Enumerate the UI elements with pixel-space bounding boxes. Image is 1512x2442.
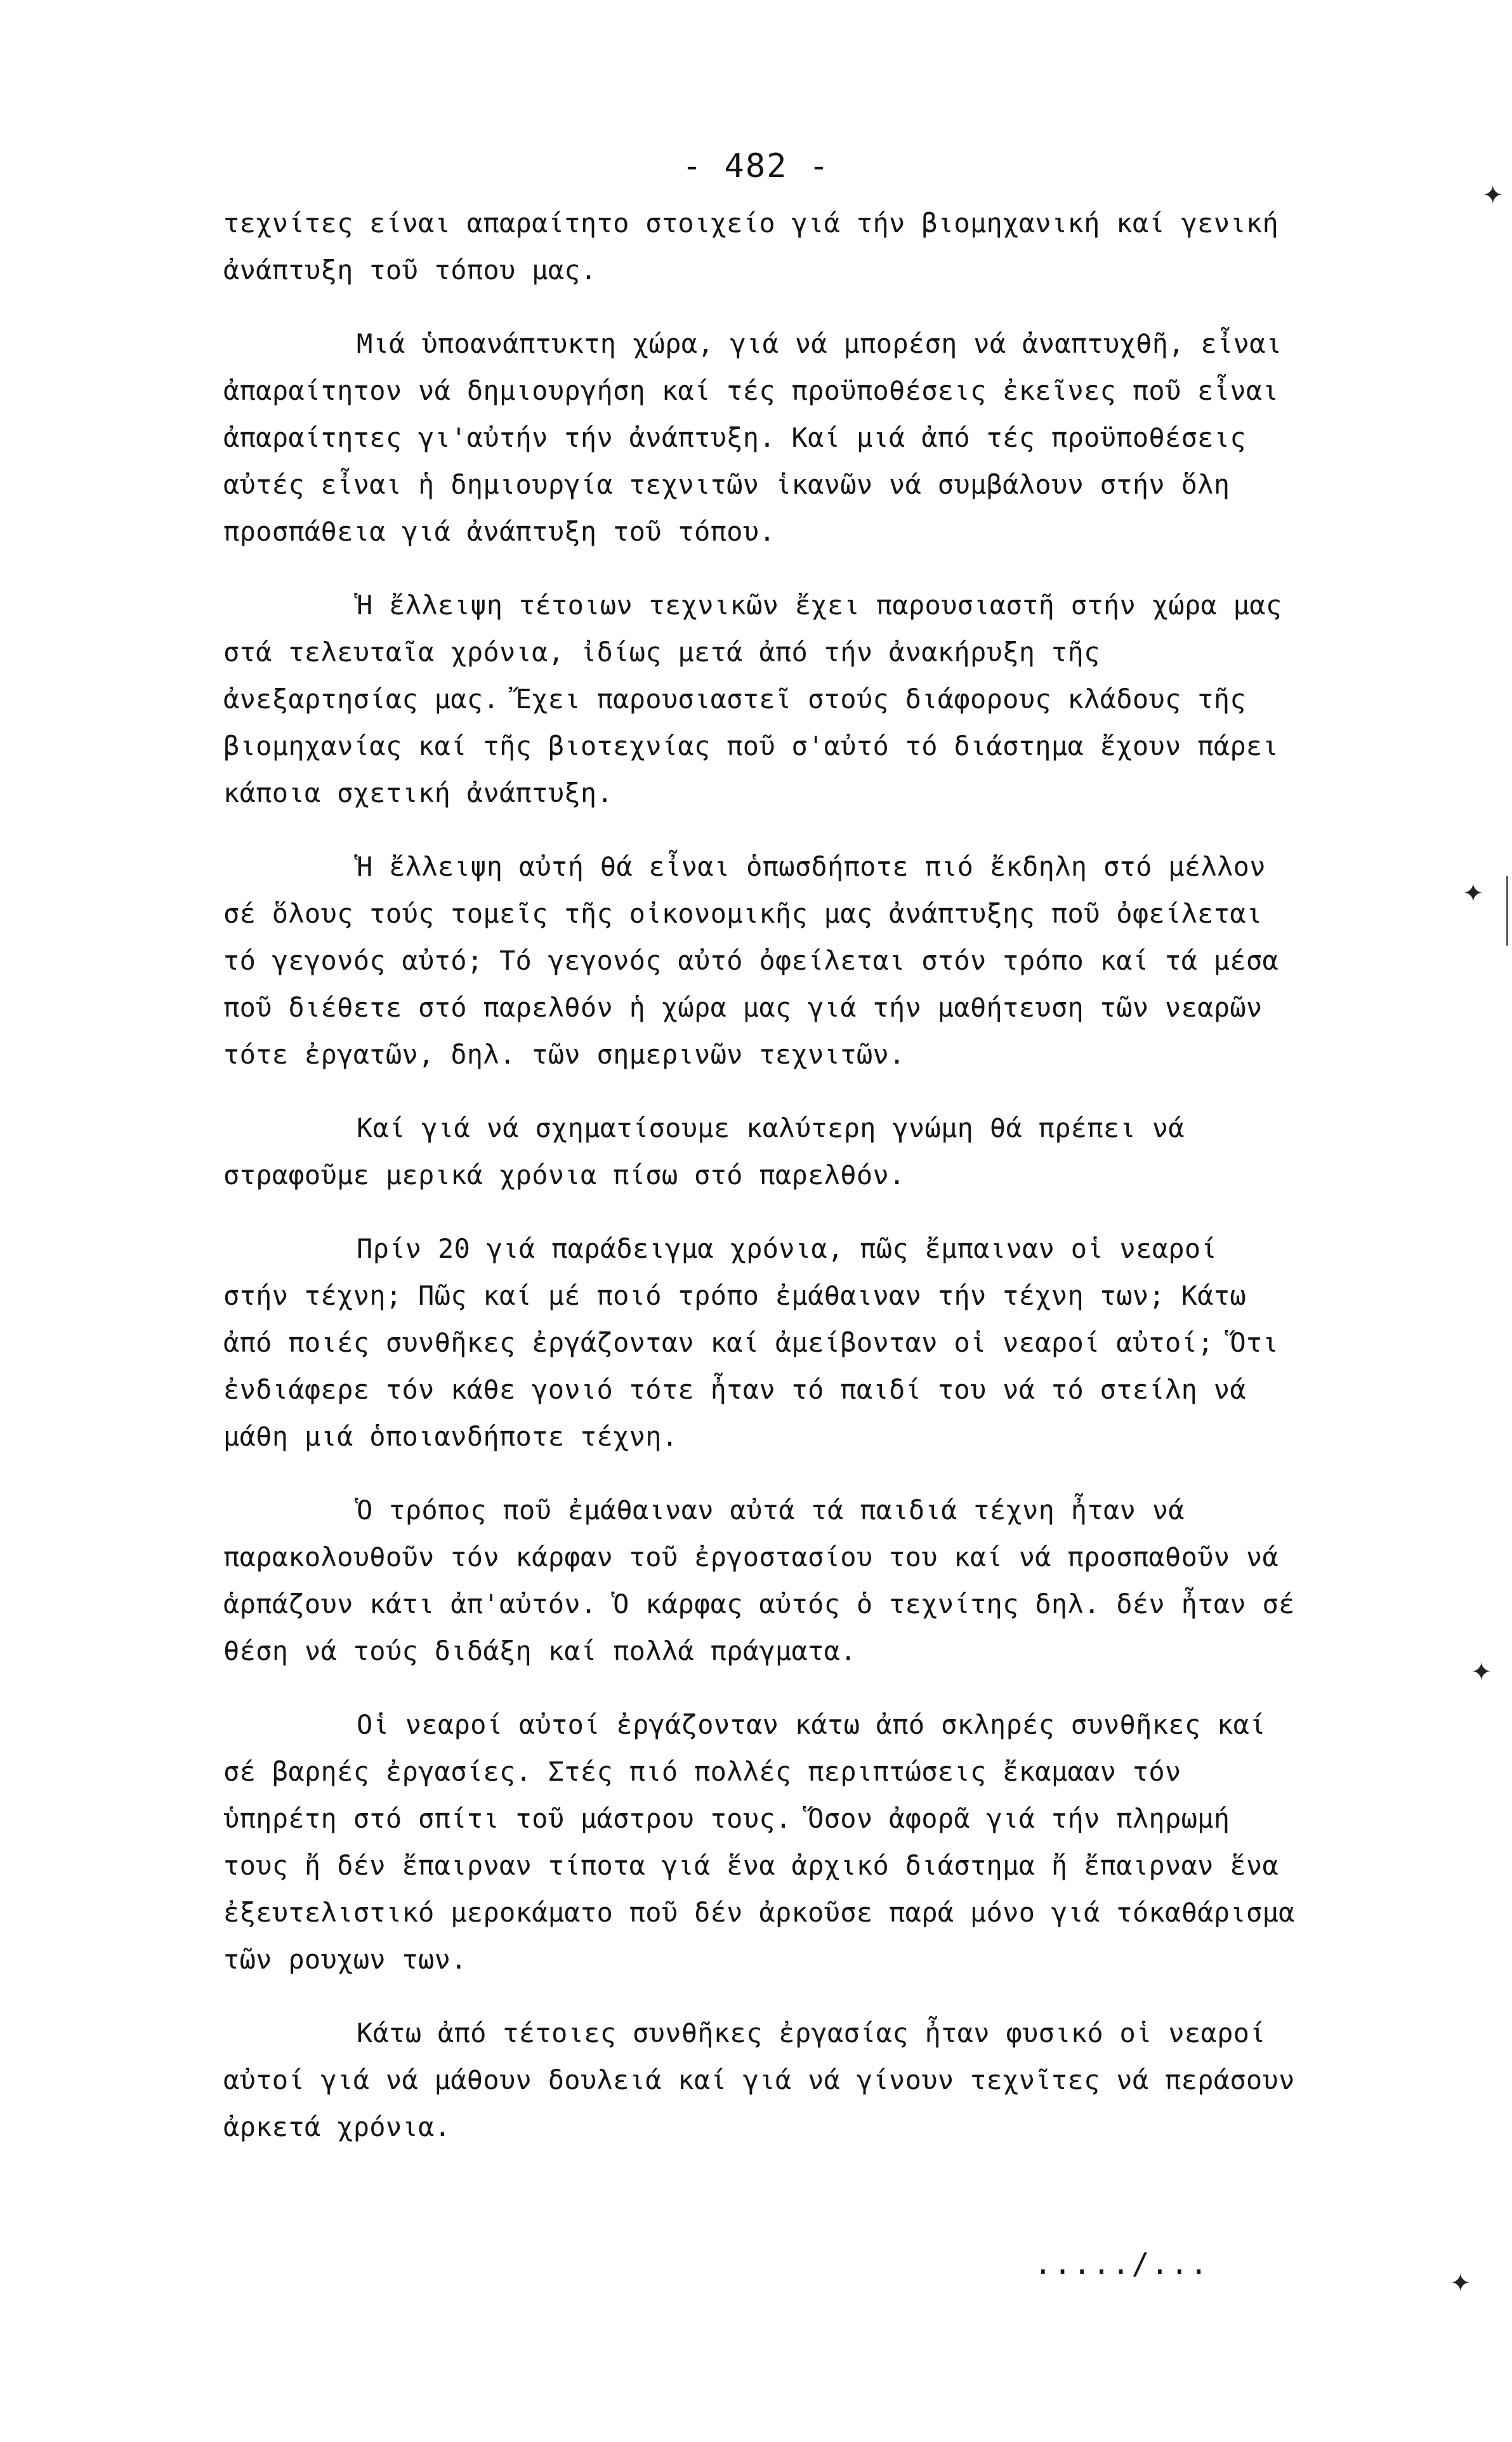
paragraph-7: Ὁ τρόπος ποῦ ἐμάθαιναν αὐτά τά παιδιά τέχνη ἦταν νά παρακολουθοῦν τόν κάρφαν τοῦ ἐργοστασίου του καί νά προσπαθοῦν νά ἁρπάζουν κάτι ἀπ'αὐτόν. Ὁ κάρφας αὐτός ὁ τεχνίτης δηλ. δέν ἦταν σέ θέση νά τούς διδάξη καί πολλά πράγματα. xyxy=(223,1495,1295,1666)
paragraph-2: Μιά ὑποανάπτυκτη χώρα, γιά νά μπορέση νά ἀναπτυχθῆ, εἶναι ἀπαραίτητον νά δημιουργήση καί τές προϋποθέσεις ἐκεῖνες ποῦ εἶναι ἀπαραίτητες γι'αὐτήν τήν ἀνάπτυξη. Καί μιά ἀπό τές προϋποθέσεις αὐτές εἶναι ἡ δημιουργία τεχνιτῶν ἱκανῶν νά συμβάλουν στήν ὅλη προσπάθεια γιά ἀνάπτυξη τοῦ τόπου. xyxy=(223,328,1282,547)
document-body xyxy=(223,200,1296,2151)
page-number: - 482 - xyxy=(681,147,831,185)
paragraph-9: Κάτω ἀπό τέτοιες συνθῆκες ἐργασίας ἦταν φυσικό οἱ νεαροί αὐτοί γιά νά μάθουν δουλειά καί γιά νά γίνουν τεχνῖτες νά περάσουν ἀρκετά χρόνια. xyxy=(223,2017,1295,2142)
paragraph-1: τεχνίτες είναι απαραίτητο στοιχείο γιά τήν βιομηχανική καί γενική ἀνάπτυξη τοῦ τόπου μας. xyxy=(223,208,1279,286)
continuation-mark: ...../... xyxy=(1034,2247,1210,2281)
paragraph-3: Ἡ ἔλλειψη τέτοιων τεχνικῶν ἔχει παρουσιαστῆ στήν χώρα μας στά τελευταῖα χρόνια, ἰδίως μετά ἀπό τήν ἀνακήρυξη τῆς ἀνεξαρτησίας μας. Ἔχει παρουσιαστεῖ στούς διάφορους κλάδους τῆς βιομηχανίας καί τῆς βιοτεχνίας ποῦ σ'αὐτό τό διάστημα ἔχουν πάρει κάποια σχετική ἀνάπτυξη. xyxy=(223,590,1282,808)
scan-mark-icon: ✦ xyxy=(1463,879,1484,908)
scan-mark-icon: ✦ xyxy=(1482,181,1504,210)
paragraph-4: Ἡ ἔλλειψη αὐτή θά εἶναι ὁπωσδήποτε πιό ἔκδηλη στό μέλλον σέ ὅλους τούς τομεῖς τῆς οἰκονομικῆς μας ἀνάπτυξης ποῦ ὀφείλεται τό γεγονός αὐτό; Τό γεγονός αὐτό ὀφείλεται στόν τρόπο καί τά μέσα ποῦ διέθετε στό παρελθόν ἡ χώρα μας γιά τήν μαθήτευση τῶν νεαρῶν τότε ἐργατῶν, δηλ. τῶν σημερινῶν τεχνιτῶν. xyxy=(223,851,1279,1070)
scan-edge-line xyxy=(1506,876,1508,946)
scan-mark-icon: ✦ xyxy=(1450,2269,1471,2298)
paragraph-5: Καί γιά νά σχηματίσουμε καλύτερη γνώμη θά πρέπει νά στραφοῦμε μερικά χρόνια πίσω στό παρελθόν. xyxy=(223,1112,1185,1191)
paragraph-8: Οἱ νεαροί αὐτοί ἐργάζονταν κάτω ἀπό σκληρές συνθῆκες καί σέ βαρηές ἐργασίες. Στές πιό πολλές περιπτώσεις ἔκαμααν τόν ὑπηρέτη στό σπίτι τοῦ μάστρου τους. Ὅσον ἀφορᾶ γιά τήν πληρωμή τους ἤ δέν ἔπαιρναν τίποτα γιά ἕνα ἀρχικό διάστημα ἤ ἔπαιρναν ἕνα ἐξευτελιστικό μεροκάματο ποῦ δέν ἀρκοῦσε παρά μόνο γιά τόκαθάρισμα τῶν ρουχων των. xyxy=(223,1709,1295,1975)
scan-mark-icon: ✦ xyxy=(1471,1658,1492,1687)
paragraph-6: Πρίν 20 γιά παράδειγμα χρόνια, πῶς ἔμπαιναν οἱ νεαροί στήν τέχνη; Πῶς καί μέ ποιό τρόπο ἐμάθαιναν τήν τέχνη των; Κάτω ἀπό ποιές συνθῆκες ἐργάζονταν καί ἀμείβονταν οἱ νεαροί αὐτοί; Ὅτι ἐνδιάφερε τόν κάθε γονιό τότε ἦταν τό παιδί του νά τό στείλη νά μάθη μιά ὁποιανδήποτε τέχνη. xyxy=(223,1233,1279,1452)
